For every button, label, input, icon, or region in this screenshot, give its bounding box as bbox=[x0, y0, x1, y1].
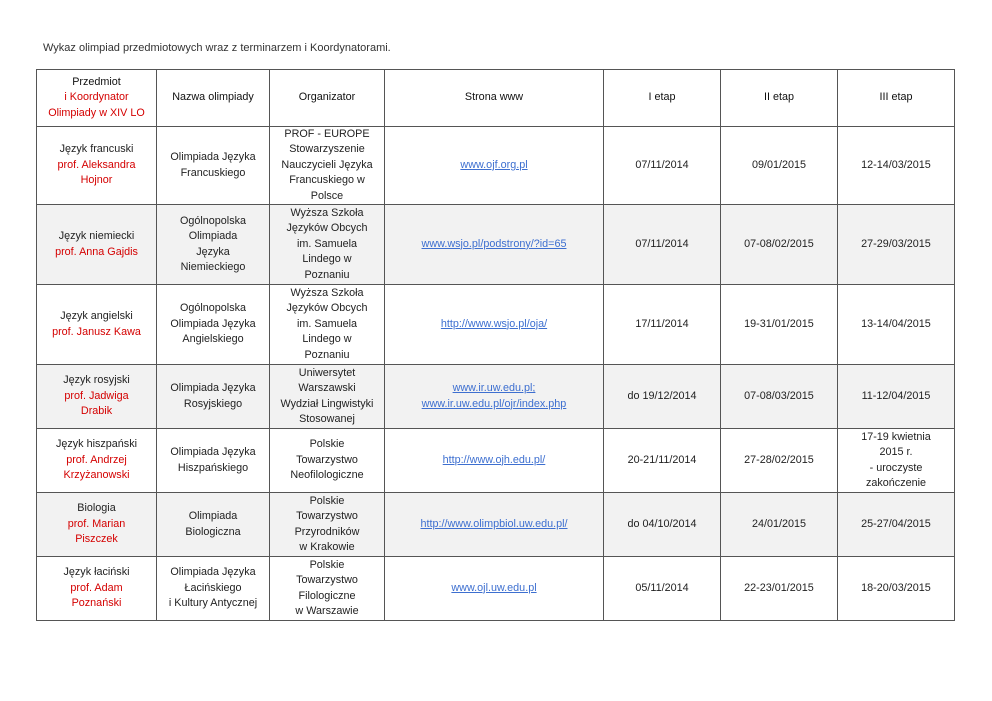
organizer-cell bbox=[270, 205, 385, 285]
organizer-line: Polskie bbox=[309, 438, 345, 451]
subject-name: Biologia bbox=[77, 502, 116, 515]
coordinator-name: prof. Aleksandra bbox=[57, 158, 136, 171]
website-link[interactable]: www.ir.uw.edu.pl/ojr/index.php bbox=[421, 397, 567, 410]
header-row bbox=[37, 70, 955, 127]
organizer-cell bbox=[270, 365, 385, 429]
stage3-cell bbox=[838, 429, 955, 493]
organizer-line: Towarzystwo bbox=[296, 453, 358, 466]
organizer-line: Filologiczne bbox=[298, 589, 356, 602]
stage3-line: 25-27/04/2015 bbox=[861, 517, 931, 530]
organizer-line: Neofilologiczne bbox=[290, 469, 364, 482]
website-link[interactable]: www.ojf.org.pl bbox=[460, 158, 528, 171]
subject-name: Język hiszpański bbox=[55, 438, 137, 451]
organizer-line: Uniwersytet bbox=[298, 366, 356, 379]
stage1-cell: 07/11/2014 bbox=[604, 127, 721, 205]
olympiad-name-line: Olimpiada Języka bbox=[170, 317, 256, 330]
olympiad-name-line: Olimpiada bbox=[188, 510, 238, 523]
stage1-cell: 17/11/2014 bbox=[604, 285, 721, 365]
olympiad-name-line: Ogólnopolska bbox=[179, 214, 247, 227]
organizer-cell bbox=[270, 285, 385, 365]
stage3-line: - uroczyste bbox=[869, 461, 923, 474]
website-link[interactable]: www.ojl.uw.edu.pl bbox=[451, 581, 537, 594]
website-cell bbox=[385, 429, 604, 493]
olympiad-name-line: Hiszpańskiego bbox=[177, 461, 249, 474]
stage1-cell: do 19/12/2014 bbox=[604, 365, 721, 429]
olympiad-name-line: Rosyjskiego bbox=[183, 397, 243, 410]
subject-cell bbox=[37, 557, 157, 621]
organizer-line: Nauczycieli Języka bbox=[281, 158, 373, 171]
stage3-line: zakończenie bbox=[865, 476, 927, 489]
coordinator-name: prof. Anna Gajdis bbox=[55, 245, 138, 258]
organizer-line: Wyższa Szkoła bbox=[290, 207, 364, 220]
stage3-cell bbox=[838, 557, 955, 621]
website-cell bbox=[385, 127, 604, 205]
organizer-line: Polskie bbox=[309, 494, 345, 507]
website-link[interactable]: www.ir.uw.edu.pl; bbox=[452, 382, 536, 395]
organizer-cell bbox=[270, 127, 385, 205]
header-subject: Przedmiot i Koordynator Olimpiady w XIV LO bbox=[37, 70, 157, 127]
website-link[interactable]: http://www.ojh.edu.pl/ bbox=[442, 453, 546, 466]
olympiad-name-line: Olimpiada Języka bbox=[170, 446, 256, 459]
olympiad-name-line: Olimpiada Języka bbox=[170, 151, 256, 164]
organizer-line: Stosowanej bbox=[299, 412, 355, 425]
stage3-line: 18-20/03/2015 bbox=[861, 581, 931, 594]
header-stage1: I etap bbox=[604, 70, 721, 127]
olympiad-name-cell bbox=[157, 493, 270, 557]
website-cell bbox=[385, 365, 604, 429]
coordinator-name: Piszczek bbox=[75, 533, 118, 546]
table-row bbox=[37, 429, 955, 493]
olympiad-name-line: Ogólnopolska bbox=[179, 302, 247, 315]
organizer-line: im. Samuela bbox=[296, 317, 357, 330]
organizer-line: Towarzystwo bbox=[296, 510, 358, 523]
stage3-line: 13-14/04/2015 bbox=[861, 317, 931, 330]
organizer-cell bbox=[270, 429, 385, 493]
header-website: Strona www bbox=[385, 70, 604, 127]
coordinator-name: prof. Andrzej bbox=[66, 453, 127, 466]
subject-cell bbox=[37, 205, 157, 285]
organizer-line: Towarzystwo bbox=[296, 574, 358, 587]
olympiad-name-line: Olimpiada Języka bbox=[170, 566, 256, 579]
coordinator-name: prof. Janusz Kawa bbox=[52, 325, 141, 338]
stage2-cell: 22-23/01/2015 bbox=[721, 557, 838, 621]
organizer-cell bbox=[270, 493, 385, 557]
website-link[interactable]: http://www.wsjo.pl/oja/ bbox=[440, 317, 548, 330]
stage2-cell: 07-08/03/2015 bbox=[721, 365, 838, 429]
website-cell bbox=[385, 205, 604, 285]
organizer-line: Lindego w bbox=[302, 333, 352, 346]
coordinator-name: Poznański bbox=[71, 597, 122, 610]
subject-cell bbox=[37, 429, 157, 493]
organizer-line: Języków Obcych bbox=[286, 302, 368, 315]
organizer-line: Francuskiego w bbox=[289, 174, 365, 187]
stage3-cell bbox=[838, 365, 955, 429]
stage2-cell: 27-28/02/2015 bbox=[721, 429, 838, 493]
stage3-line: 12-14/03/2015 bbox=[861, 158, 931, 171]
coordinator-name: prof. Marian bbox=[67, 517, 126, 530]
table-row bbox=[37, 557, 955, 621]
organizer-line: Polsce bbox=[310, 189, 344, 202]
olympiad-name-cell bbox=[157, 127, 270, 205]
header-organizer: Organizator bbox=[270, 70, 385, 127]
header-stage2: II etap bbox=[721, 70, 838, 127]
subject-name: Język francuski bbox=[59, 143, 134, 156]
stage3-line: 2015 r. bbox=[879, 446, 913, 459]
olympiad-table bbox=[36, 69, 955, 621]
stage3-cell bbox=[838, 493, 955, 557]
organizer-line: PROF - EUROPE bbox=[284, 128, 370, 140]
olympiad-name-cell bbox=[157, 365, 270, 429]
organizer-line: Poznaniu bbox=[304, 348, 350, 361]
subject-cell bbox=[37, 285, 157, 365]
organizer-line: im. Samuela bbox=[296, 237, 357, 250]
olympiad-name-cell bbox=[157, 205, 270, 285]
organizer-line: Poznaniu bbox=[304, 268, 350, 281]
organizer-line: w Warszawie bbox=[295, 604, 359, 617]
subject-name: Język rosyjski bbox=[63, 374, 130, 387]
olympiad-name-cell bbox=[157, 557, 270, 621]
organizer-cell bbox=[270, 557, 385, 621]
website-cell bbox=[385, 557, 604, 621]
olympiad-name-cell bbox=[157, 429, 270, 493]
coordinator-name: Hojnor bbox=[80, 174, 113, 187]
organizer-line: Polskie bbox=[309, 558, 345, 571]
stage2-cell: 09/01/2015 bbox=[721, 127, 838, 205]
organizer-line: Wyższa Szkoła bbox=[290, 287, 364, 300]
olympiad-name-line: Francuskiego bbox=[180, 166, 246, 179]
stage1-cell: do 04/10/2014 bbox=[604, 493, 721, 557]
olympiad-name-line: Języka bbox=[196, 245, 230, 258]
stage3-line: 27-29/03/2015 bbox=[861, 237, 931, 250]
subject-name: Język niemiecki bbox=[58, 230, 135, 243]
stage3-cell bbox=[838, 127, 955, 205]
organizer-line: w Krakowie bbox=[299, 540, 355, 553]
subject-cell bbox=[37, 365, 157, 429]
table-row bbox=[37, 205, 955, 285]
organizer-line: Stowarzyszenie bbox=[289, 143, 365, 156]
organizer-line: Języków Obcych bbox=[286, 222, 368, 235]
stage3-cell bbox=[838, 285, 955, 365]
subject-name: Język angielski bbox=[60, 310, 133, 323]
website-link[interactable]: www.wsjo.pl/podstrony/?id=65 bbox=[421, 237, 567, 250]
website-cell bbox=[385, 493, 604, 557]
stage3-cell bbox=[838, 205, 955, 285]
olympiad-name-line: Olimpiada bbox=[188, 230, 238, 243]
document-title: Wykaz olimpiad przedmiotowych wraz z terminarzem i Koordynatorami. bbox=[43, 42, 391, 54]
stage1-cell: 20-21/11/2014 bbox=[604, 429, 721, 493]
organizer-line: Przyrodników bbox=[294, 525, 360, 538]
stage3-line: 17-19 kwietnia bbox=[861, 430, 931, 443]
subject-name: Język łaciński bbox=[63, 566, 130, 579]
coordinator-name: prof. Adam bbox=[70, 581, 123, 594]
olympiad-name-line: Biologiczna bbox=[185, 525, 241, 538]
olympiad-name-line: Niemieckiego bbox=[180, 260, 246, 273]
website-link[interactable]: http://www.olimpbiol.uw.edu.pl/ bbox=[420, 517, 568, 530]
stage3-line: 11-12/04/2015 bbox=[861, 389, 931, 402]
olympiad-name-line: Łacińskiego bbox=[184, 581, 242, 594]
stage1-cell: 07/11/2014 bbox=[604, 205, 721, 285]
organizer-line: Lindego w bbox=[302, 253, 352, 266]
olympiad-name-line: Olimpiada Języka bbox=[170, 382, 256, 395]
coordinator-name: prof. Jadwiga bbox=[64, 389, 129, 402]
coordinator-name: Drabik bbox=[80, 405, 113, 418]
header-stage3: III etap bbox=[838, 70, 955, 127]
stage2-cell: 07-08/02/2015 bbox=[721, 205, 838, 285]
header-name: Nazwa olimpiady bbox=[157, 70, 270, 127]
stage1-cell: 05/11/2014 bbox=[604, 557, 721, 621]
website-cell bbox=[385, 285, 604, 365]
coordinator-name: Krzyżanowski bbox=[63, 469, 130, 482]
olympiad-name-cell bbox=[157, 285, 270, 365]
stage2-cell: 24/01/2015 bbox=[721, 493, 838, 557]
organizer-line: Wydział Lingwistyki bbox=[280, 397, 374, 410]
table-row bbox=[37, 285, 955, 365]
olympiad-name-line: Angielskiego bbox=[182, 333, 244, 346]
table-row bbox=[37, 365, 955, 429]
table-row bbox=[37, 493, 955, 557]
olympiad-name-line: i Kultury Antycznej bbox=[168, 597, 258, 610]
subject-cell bbox=[37, 493, 157, 557]
organizer-line: Warszawski bbox=[298, 382, 356, 395]
subject-cell bbox=[37, 127, 157, 205]
table-row bbox=[37, 127, 955, 205]
stage2-cell: 19-31/01/2015 bbox=[721, 285, 838, 365]
